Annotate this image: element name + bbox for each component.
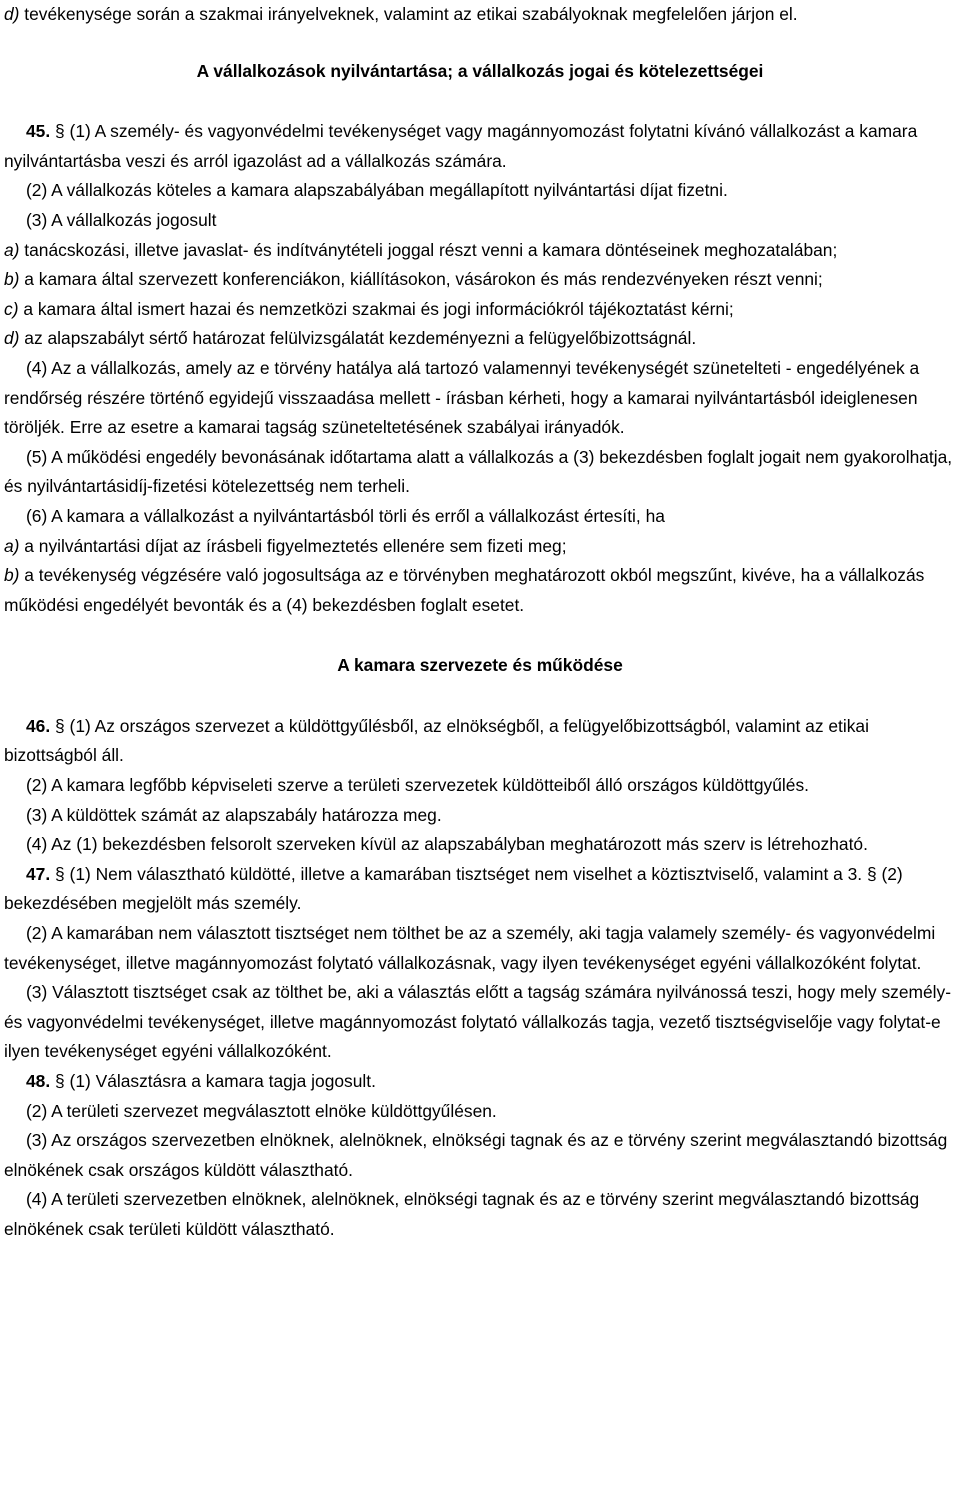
s48-paragraph-4: (4) A területi szervezetben elnöknek, alelnöknek, elnökségi tagnak és az e törvény szerint megválasztandó bizottság elnökének csak területi küldött választható. (4, 1189, 920, 1239)
s48-paragraph-1: 48. § (1) Választásra a kamara tagja jogosult. (26, 1071, 376, 1091)
s45-item-c: c) a kamara által ismert hazai és nemzetközi szakmai és jogi információkról tájékoztatást kérni; (4, 298, 734, 319)
s47-paragraph-1: 47. § (1) Nem választható küldötté, illetve a kamarában tisztséget nem viselhet a köztisztviselő, valamint a 3. § (2) bekezdésében megjelölt más személy. (4, 863, 903, 914)
s45-paragraph-3: (3) A vállalkozás jogosult (26, 209, 217, 230)
s45-item-b: b) a kamara által szervezett konferenciákon, kiállításokon, vásárokon és más rendezvényeken részt venni; (4, 269, 823, 290)
s46-paragraph-1: 46. § (1) Az országos szervezet a küldöttgyűlésből, az elnökségből, a felügyelőbizottságból, valamint az etikai bizottságból áll. (4, 715, 869, 766)
s45-paragraph-2: (2) A vállalkozás köteles a kamara alapszabályában megállapított nyilvántartási díjat fizetni. (26, 180, 728, 201)
s47-paragraph-2: (2) A kamarában nem választott tisztséget nem tölthet be az a személy, aki tagja valamely személy- és vagyonvédelmi tevékenységet, illetve magánnyomozást folytató vállalkozásnak, vagy ilyen tevékenységet egyéni vállalkozóként folytat. (4, 923, 936, 973)
s45-paragraph-4: (4) Az a vállalkozás, amely az e törvény hatálya alá tartozó valamennyi tevékenységét szünetelteti - engedélyének a rendőrség részére történő egyidejű visszaadása mellett - írásban kérheti, hogy a kamarai nyilvántartásból ideiglenesen töröljék. Erre az esetre a kamarai tagság szüneteltetésének szabályai irányadók. (4, 357, 920, 438)
section-heading-organization: A kamara szervezete és működése (337, 655, 623, 676)
s45-paragraph-5: (5) A működési engedély bevonásának időtartama alatt a vállalkozás a (3) bekezdésben foglalt jogait nem gyakorolhatja, és nyilvántartásidíj-fizetési kötelezettség nem terheli. (4, 446, 953, 497)
intro-paragraph: d) tevékenysége során a szakmai irányelveknek, valamint az etikai szabályoknak megfelelően járjon el. (4, 4, 798, 24)
section-number: 48. (26, 1071, 51, 1091)
s46-paragraph-2: (2) A kamara legfőbb képviseleti szerve a területi szervezetek küldötteiből álló országos küldöttgyűlés. (26, 775, 809, 796)
section-number: 47. (26, 863, 51, 884)
s46-paragraph-4: (4) Az (1) bekezdésben felsorolt szerveken kívül az alapszabályban meghatározott más szerv is létrehozható. (26, 834, 868, 855)
section-heading-registry: A vállalkozások nyilvántartása; a vállalkozás jogai és kötelezettségei (196, 60, 764, 81)
s48-paragraph-2: (2) A területi szervezet megválasztott elnöke küldöttgyűlésen. (26, 1100, 497, 1121)
s47-paragraph-3: (3) Választott tisztséget csak az tölthet be, aki a választás előtt a tagság számára nyilvánossá teszi, hogy mely személy- és vagyonvédelmi tevékenységet, illetve magánnyomozást folytató vállalkozás tagja, vezető tisztségviselője vagy folytat-e ilyen tevékenységet egyéni vállalkozóként. (4, 982, 952, 1062)
s45-item-a: a) tanácskozási, illetve javaslat- és indítványtételi joggal részt venni a kamara döntéseinek meghozatalában; (4, 239, 838, 260)
item-letter: d) (4, 4, 20, 24)
s45-item-d: d) az alapszabályt sértő határozat felülvizsgálatát kezdeményezni a felügyelőbizottságnál. (4, 328, 697, 349)
s48-paragraph-3: (3) Az országos szervezetben elnöknek, alelnöknek, elnökségi tagnak és az e törvény szerint megválasztandó bizottság elnökének csak országos küldött választható. (4, 1130, 948, 1180)
s45-paragraph-6: (6) A kamara a vállalkozást a nyilvántartásból törli és erről a vállalkozást értesíti, ha (26, 505, 665, 526)
s45-paragraph-1: 45. § (1) A személy- és vagyonvédelmi tevékenységet vagy magánnyomozást folytatni kívánó vállalkozást a kamara nyilvántartásba veszi és arról igazolást ad a vállalkozás számára. (4, 121, 918, 171)
s45-item-6a: a) a nyilvántartási díjat az írásbeli figyelmeztetés ellenére sem fizeti meg; (4, 535, 567, 556)
section-number: 45. (26, 121, 51, 142)
section-number: 46. (26, 715, 51, 736)
s45-item-6b: b) a tevékenység végzésére való jogosultsága az e törvényben meghatározott okból megszűnt, kivéve, ha a vállalkozás működési engedélyét bevonták és a (4) bekezdésben foglalt esetet. (4, 565, 925, 615)
s46-paragraph-3: (3) A küldöttek számát az alapszabály határozza meg. (26, 804, 442, 825)
